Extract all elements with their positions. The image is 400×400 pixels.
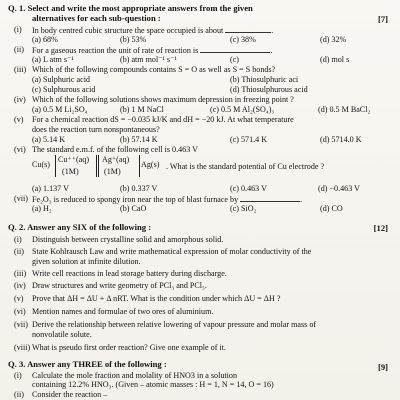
q3-ii-num: (ii) (14, 390, 24, 399)
q1-i-opt-d: (d) 32% (320, 35, 347, 44)
q1-marks: [7] (377, 14, 388, 24)
q1-iv-opt-b: (b) 1 M NaCl (120, 105, 164, 114)
q1-vi-opt-b: (b) 0.337 V (120, 184, 158, 193)
q1-iv-num: (iv) (14, 95, 26, 104)
q2-iv-text: Draw structures and write geometry of PCl₃ and PCl₅. (32, 281, 207, 290)
q1-i-opt-b: (b) 53% (120, 35, 147, 44)
q1-vi-text-3: . What is the standard potential of Cu electrode ? (166, 162, 325, 171)
q1-v-opt-c: (c) 571.4 K (230, 135, 268, 144)
q1-iii-opt-c: (c) Sulphurous acid (32, 85, 96, 94)
cell-conc-2: (1M) (104, 167, 121, 176)
cell-left-electrode: Cu(s) (32, 160, 50, 169)
q1-v-num: (v) (14, 115, 24, 124)
q3-ii-text: Consider the reaction – (32, 390, 108, 399)
q1-ii-opt-c: (c) (230, 55, 239, 64)
q1-iii-opt-d: (d) Thiosulphurous acid (230, 85, 308, 94)
q2-vi-text: Mention names and formulae of two ores of aluminium. (32, 307, 214, 316)
q1-iii-num: (iii) (14, 65, 27, 74)
q1-vi-opt-d: (d) −0.463 V (318, 184, 360, 193)
q1-iv-opt-c: (c) 0.5 M Al₂(SO₄)₃ (210, 105, 275, 114)
q1-v-opt-d: (d) 5714.0 K (320, 135, 362, 144)
q1-vii-opt-d: (d) CO (320, 204, 343, 213)
q1-ii-opt-d: (d) mol s (320, 55, 350, 64)
q1-ii-opt-a: (a) L atm s⁻¹ (32, 55, 74, 64)
q3-i-text: Calculate the mole fraction and molality of HNO3 in a solution (32, 371, 237, 380)
q2-v-text: Prove that ΔH = ΔU + Δ nRT. What is the condition under which ΔU = ΔH ? (32, 294, 281, 303)
q1-vi-num: (vi) (14, 145, 26, 154)
q1-iii-opt-b: (b) Thiosulphuric aci (230, 75, 299, 84)
q1-v-opt-a: (a) 5.14 K (32, 135, 66, 144)
q1-v-opt-b: (b) 57.14 K (120, 135, 158, 144)
q1-ii-opt-b: (b) atm mol⁻¹ s⁻¹ (120, 55, 177, 64)
q1-vii-opt-c: (c) SiO₂ (230, 204, 257, 213)
q2-ii-text: State Kohlrausch Law and write mathematical expression of molar conductivity of the (32, 247, 312, 256)
q1-ii-text: For a gaseous reaction the unit of rate of reaction is . (32, 46, 273, 55)
q1-i-text: In body centred cubic structure the space occupied is about . (32, 26, 274, 35)
q3-marks: [9] (377, 362, 388, 372)
q2-v-num: (v) (14, 294, 24, 303)
q3-i-num: (i) (14, 371, 22, 380)
q1-vii-num: (vii) (14, 194, 28, 203)
q2-viii-text: What is pseudo first order reaction? Give one example of it. (32, 343, 226, 352)
q2-vi-num: (vi) (14, 307, 26, 316)
q2-vii-text: Derive the relationship between relative lowering of vapour pressure and molar mass of (32, 320, 317, 329)
q1-heading: Q. 1. Select and write the most appropriate answers from the given (8, 3, 253, 13)
q3-i-text-2: containing 12.2% HNO₃. (Given – atomic masses : H = 1, N = 14, O = 16) (32, 380, 274, 389)
q2-i-text: Distinguish between crystalline solid and amorphous solid. (32, 235, 224, 244)
q2-iii-num: (iii) (14, 269, 27, 278)
q1-heading-2: alternatives for each sub-question : (32, 13, 161, 23)
q2-viii-num: (viii) (14, 343, 31, 352)
q1-iv-opt-a: (a) 0.5 M Li₂SO₄ (32, 105, 88, 114)
q1-v-text: For a chemical reaction dS = −0.035 kJ/K and dH = −20 kJ. At what temperature (32, 115, 294, 124)
q1-v-text-2: does the reaction turn nonspontaneous? (32, 125, 160, 134)
q2-ii-num: (ii) (14, 247, 24, 256)
q1-vi-opt-a: (a) 1.137 V (32, 184, 69, 193)
q1-vii-text: Fe₂O₃ is reduced to spongy iron near the top of blast furnace by . (32, 195, 303, 204)
q1-iii-text: Which of the following compounds contains S = O as well as S = S bonds? (32, 65, 276, 74)
q3-heading: Q. 3. Answer any THREE of the following : (8, 359, 167, 369)
q2-iv-num: (iv) (14, 281, 26, 290)
q1-iv-text: Which of the following solutions shows maximum depression in freezing point ? (32, 95, 294, 104)
q1-vii-opt-b: (b) CaO (120, 204, 147, 213)
q2-i-num: (i) (14, 235, 22, 244)
q1-i-opt-a: (a) 68% (32, 35, 58, 44)
q2-marks: [12] (373, 223, 388, 233)
q1-iv-opt-d: (d) 0.5 M BaCl₂ (318, 105, 371, 114)
q2-ii-text-2: given solution at infinite dilution. (32, 257, 141, 266)
q1-vi-text: The standard e.m.f. of the following cell is 0.463 V (32, 145, 198, 154)
q1-iii-opt-a: (a) Sulphuric acid (32, 75, 90, 84)
q1-vii-opt-a: (a) H₂ (32, 204, 52, 213)
q2-heading: Q. 2. Answer any SIX of the following : (8, 222, 152, 232)
q2-iii-text: Write cell reactions in lead storage battery during discharge. (32, 269, 227, 278)
cell-ion-2: Ag⁺(aq) (102, 155, 130, 164)
cell-conc-1: (1M) (62, 167, 79, 176)
q1-ii-num: (ii) (14, 45, 24, 54)
q1-vi-opt-c: (c) 0.463 V (230, 184, 267, 193)
q1-i-num: (i) (14, 25, 22, 34)
q2-vii-text-2: nonvolatile solute. (32, 330, 92, 339)
q2-vii-num: (vii) (14, 320, 28, 329)
cell-ion-1: Cu⁺⁺(aq) (58, 155, 90, 164)
q1-i-opt-c: (c) 38% (230, 35, 256, 44)
cell-right-electrode: Ag(s) (141, 160, 160, 169)
